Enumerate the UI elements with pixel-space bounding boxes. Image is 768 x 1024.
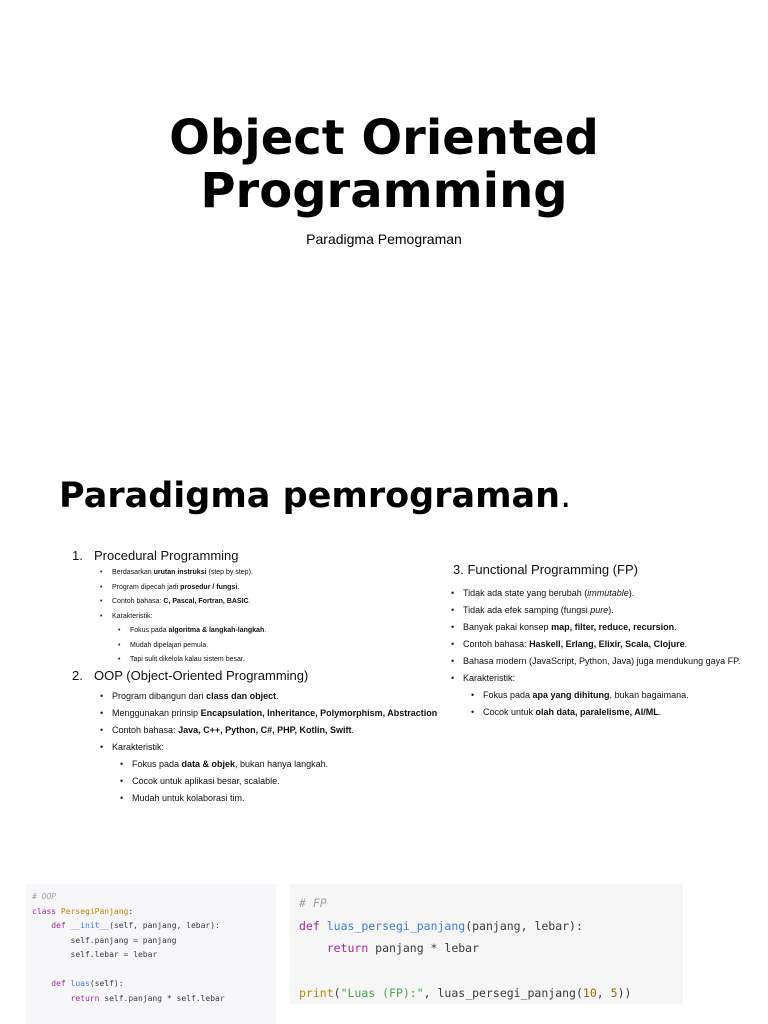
oop-heading-text: OOP (Object-Oriented Programming) bbox=[94, 668, 309, 683]
code-line: self.panjang = panjang bbox=[70, 935, 177, 945]
oop-sublist bbox=[132, 756, 442, 807]
procedural-list bbox=[112, 566, 266, 668]
list-item: • Tidak ada efek samping (fungsi pure). bbox=[463, 602, 741, 619]
oop-code-block bbox=[26, 884, 276, 1024]
list-item: • Berdasarkan urutan instruksi (step by step). bbox=[112, 566, 266, 581]
code-line: self.lebar = lebar bbox=[70, 950, 158, 959]
code-line: print("Luas (FP):", luas_persegi_panjang(10, 5)) bbox=[299, 986, 632, 1000]
code-line: class PersegiPanjang: bbox=[32, 906, 134, 916]
list-item: • Fokus pada data & objek, bukan hanya langkah. bbox=[132, 756, 442, 773]
fp-heading: 3. Functional Programming (FP) bbox=[453, 562, 638, 577]
oop-number: 2. bbox=[72, 668, 83, 683]
list-item: • Fokus pada algoritma & langkah-langkah. bbox=[130, 624, 266, 639]
list-item: • Fokus pada apa yang dihitung, bukan bagaimana. bbox=[483, 687, 741, 704]
list-item: • Karakteristik: • Fokus pada algoritma & langkah-langkah. • Mudah dipelajari pemula. • Tapi sulit dikelola kalau sistem besar. bbox=[112, 610, 266, 668]
fp-section bbox=[453, 562, 741, 721]
code-line: def __init__(self, panjang, lebar): bbox=[51, 921, 220, 930]
code-line: return self.panjang * self.lebar bbox=[70, 993, 225, 1003]
list-item: • Contoh bahasa: Haskell, Erlang, Elixir, Scala, Clojure. bbox=[463, 636, 741, 653]
procedural-sublist bbox=[130, 624, 266, 668]
list-item: • Karakteristik: • Fokus pada apa yang dihitung, bukan bagaimana. • Cocok untuk olah data, paralelisme, AI/ML. bbox=[463, 670, 741, 721]
code-line: return panjang * lebar bbox=[326, 941, 480, 955]
list-item: • Cocok untuk olah data, paralelisme, AI/ML. bbox=[483, 704, 741, 721]
slide-title-line-1: Object Oriented bbox=[169, 110, 599, 166]
list-item: • Contoh bahasa: C, Pascal, Fortran, BASIC. bbox=[112, 595, 266, 610]
procedural-section bbox=[72, 548, 266, 668]
list-item: • Program dipecah jadi prosedur / fungsi. bbox=[112, 581, 266, 596]
oop-heading bbox=[72, 668, 442, 683]
code-line: # OOP bbox=[32, 892, 57, 901]
code-line bbox=[32, 963, 276, 978]
list-item: • Mudah dipelajari pemula. bbox=[130, 639, 266, 654]
slide-subtitle: Paradigma Pemograman bbox=[306, 231, 462, 247]
section-title-text: Paradigma pemrograman bbox=[59, 476, 561, 516]
list-item: • Contoh bahasa: Java, C++, Python, C#, PHP, Kotlin, Swift. bbox=[112, 722, 442, 739]
slide-title bbox=[0, 112, 768, 218]
list-item: • Karakteristik: • Fokus pada data & objek, bukan hanya langkah. • Cocok untuk aplikasi besar, scalable. • Mudah untuk kolaborasi tim. bbox=[112, 739, 442, 807]
list-item: • Banyak pakai konsep map, filter, reduce, recursion. bbox=[463, 619, 741, 636]
procedural-number: 1. bbox=[72, 548, 83, 563]
section-title bbox=[59, 476, 571, 516]
list-item: • Menggunakan prinsip Encapsulation, Inheritance, Polymorphism, Abstraction bbox=[112, 705, 442, 722]
procedural-heading-text: Procedural Programming bbox=[94, 548, 239, 563]
code-line bbox=[299, 960, 683, 983]
list-item: • Tidak ada state yang berubah (immutable). bbox=[463, 585, 741, 602]
fp-list bbox=[463, 585, 741, 721]
oop-list bbox=[112, 688, 442, 807]
code-line: def luas_persegi_panjang(panjang, lebar): bbox=[299, 918, 583, 933]
list-item: • Program dibangun dari class dan object. bbox=[112, 688, 442, 705]
slide-title-line-2: Programming bbox=[200, 163, 568, 219]
section-title-dot: . bbox=[560, 476, 572, 516]
oop-section bbox=[72, 668, 442, 807]
list-item: • Bahasa modern (JavaScript, Python, Java) juga mendukung gaya FP. bbox=[463, 653, 741, 670]
code-line: def luas(self): bbox=[51, 979, 124, 988]
code-line: # FP bbox=[299, 896, 327, 910]
fp-code-block bbox=[290, 884, 683, 1004]
procedural-heading bbox=[72, 548, 266, 563]
list-item: • Mudah untuk kolaborasi tim. bbox=[132, 790, 442, 807]
list-item: • Tapi sulit dikelola kalau sistem besar. bbox=[130, 653, 266, 668]
list-item: • Cocok untuk aplikasi besar, scalable. bbox=[132, 773, 442, 790]
fp-sublist bbox=[483, 687, 741, 721]
